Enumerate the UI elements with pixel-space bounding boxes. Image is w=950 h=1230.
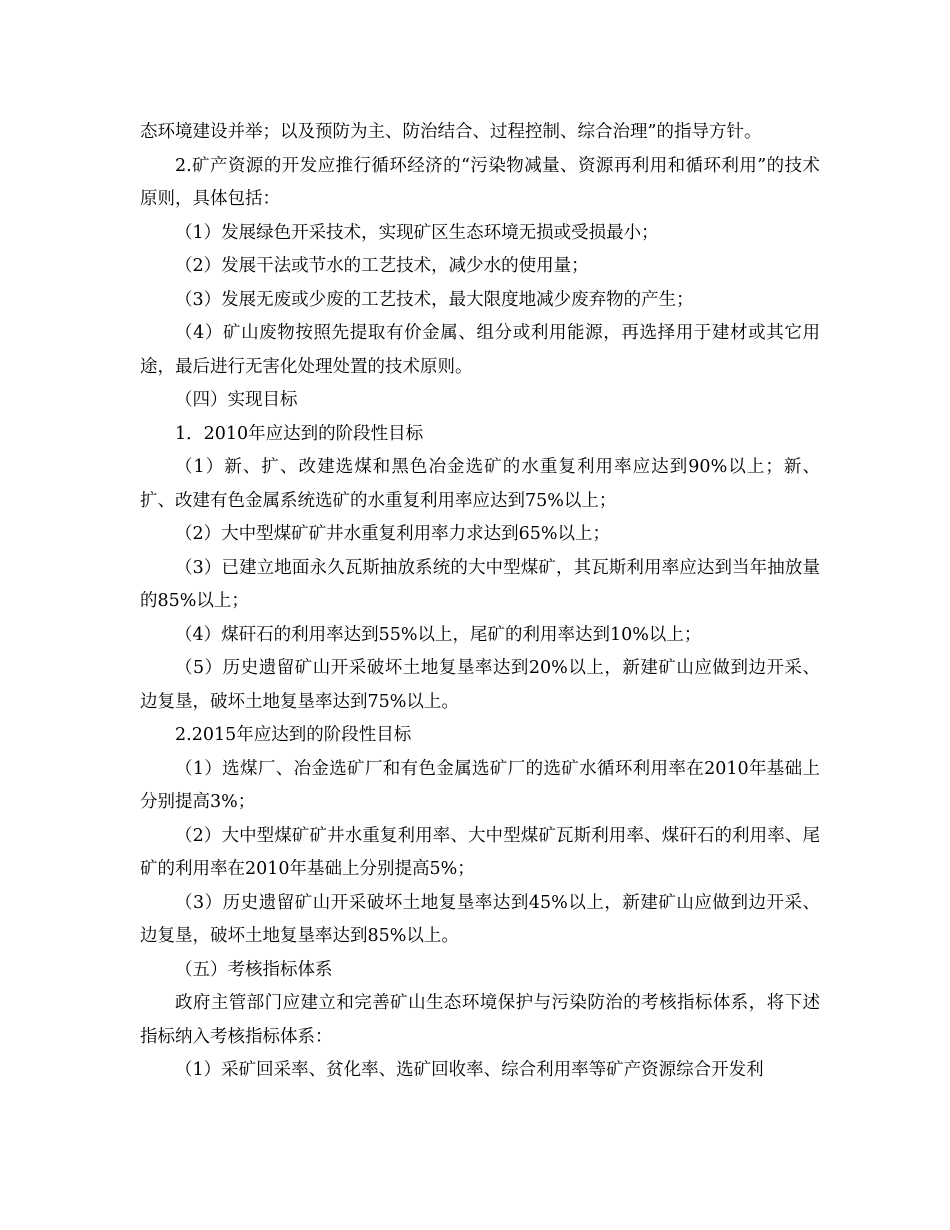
list-item-low-waste: （3）发展无废或少废的工艺技术，最大限度地减少废弃物的产生； (175, 289, 694, 310)
list-item-waste-utilization: （4）矿山废物按照先提取有价金属、组分或利用能源，再选择用于建材或其它用途，最后进行无害化处理处置的技术原则。 (140, 323, 820, 377)
list-item-water-saving: （2）发展干法或节水的工艺技术，减少水的使用量； (175, 256, 589, 276)
list-item-2010-reclamation: （5）历史遗留矿山开采破坏土地复垦率达到20%以上，新建矿山应做到边开采、边复垦，破坏土地复垦率达到75%以上。 (140, 658, 820, 712)
paragraph-principle-2: 2.矿产资源的开发应推行循环经济的“污染物减量、资源再利用和循环利用”的技术原则，具体包括： (140, 155, 820, 209)
document-body (140, 116, 820, 1088)
section-heading-goals: （四）实现目标 (175, 390, 298, 410)
subheading-2010-goals: 1．2010年应达到的阶段性目标 (175, 423, 424, 444)
list-item-2015-water-cycle: （1）选煤厂、冶金选矿厂和有色金属选矿厂的选矿水循环利用率在2010年基础上分别提高3%； (140, 758, 820, 812)
subheading-2015-goals: 2.2015年应达到的阶段性目标 (175, 725, 412, 745)
paragraph-continuation: 态环境建设并举；以及预防为主、防治结合、过程控制、综合治理”的指导方针。 (140, 122, 762, 142)
list-item-2010-mine-water: （2）大中型煤矿矿井水重复利用率力求达到65%以上； (175, 524, 611, 544)
list-item-assessment-1: （1）采矿回采率、贫化率、选矿回收率、综合利用率等矿产资源综合开发利 (175, 1060, 764, 1080)
list-item-2010-water-reuse: （1）新、扩、改建选煤和黑色冶金选矿的水重复利用率应达到90%以上；新、扩、改建有色金属系统选矿的水重复利用率应达到75%以上； (140, 457, 820, 511)
list-item-2010-gangue: （4）煤矸石的利用率达到55%以上，尾矿的利用率达到10%以上； (175, 624, 702, 645)
list-item-2010-gas: （3）已建立地面永久瓦斯抽放系统的大中型煤矿，其瓦斯利用率应达到当年抽放量的85%以上； (140, 557, 820, 611)
list-item-2015-reclamation: （3）历史遗留矿山开采破坏土地复垦率达到45%以上，新建矿山应做到边开采、边复垦，破坏土地复垦率达到85%以上。 (140, 892, 820, 946)
paragraph-assessment-system: 政府主管部门应建立和完善矿山生态环境保护与污染防治的考核指标体系，将下述指标纳入考核指标体系： (140, 993, 820, 1047)
list-item-green-mining: （1）发展绿色开采技术，实现矿区生态环境无损或受损最小； (175, 222, 659, 243)
list-item-2015-utilization: （2）大中型煤矿矿井水重复利用率、大中型煤矿瓦斯利用率、煤矸石的利用率、尾矿的利用率在2010年基础上分别提高5%； (140, 825, 820, 879)
section-heading-assessment: （五）考核指标体系 (175, 959, 333, 980)
